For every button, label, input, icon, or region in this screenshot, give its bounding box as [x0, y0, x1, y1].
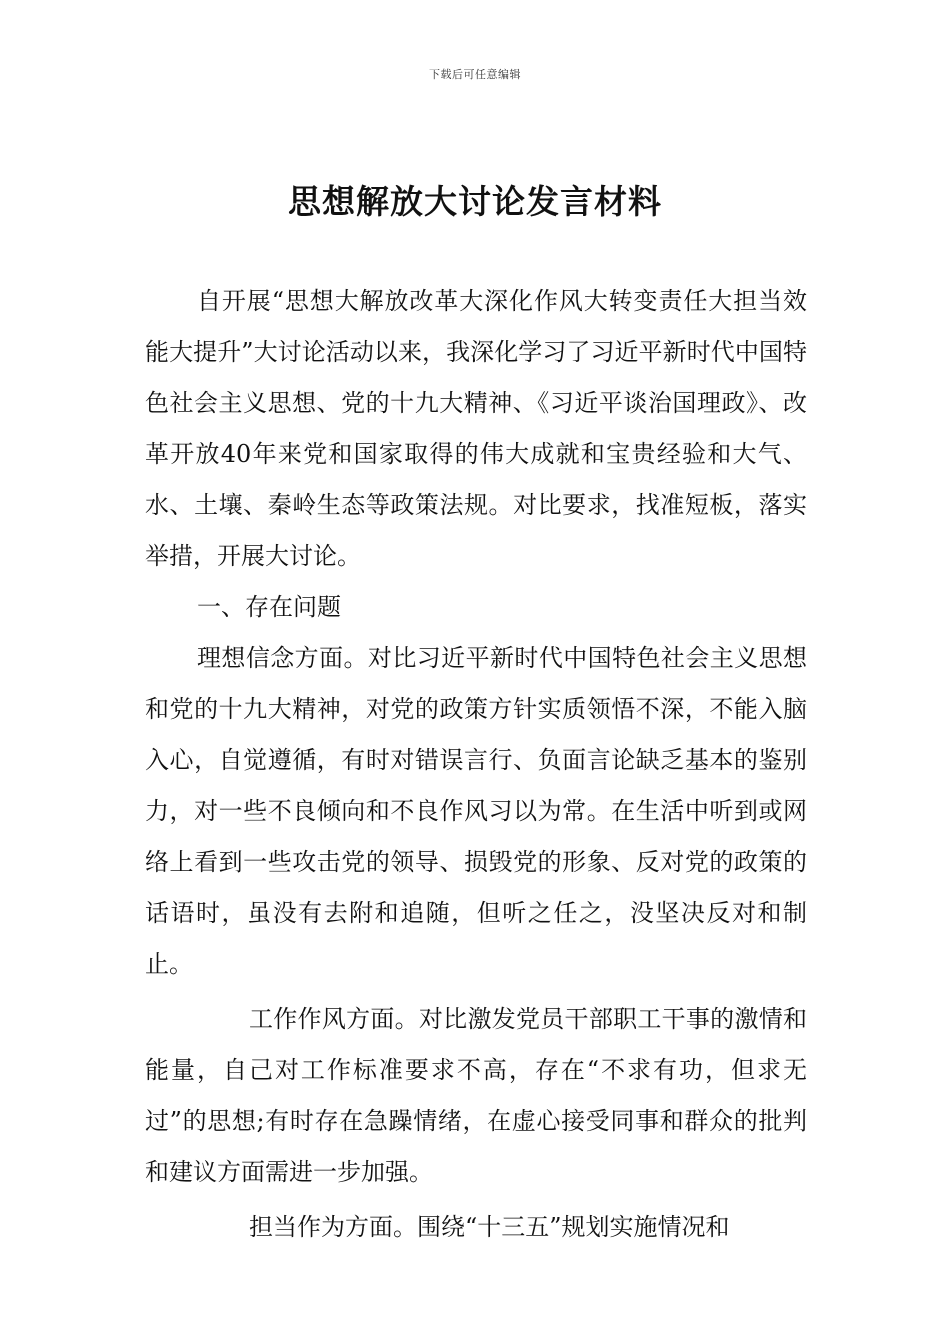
paragraph-work-style: 工作作风方面。对比激发党员干部职工干事的激情和能量，自己对工作标准要求不高，存在“不求有功，但求无过”的思想;有时存在急躁情绪，在虚心接受同事和群众的批判和建议方面需进一步加强。 — [145, 1005, 807, 1186]
header-note: 下载后可任意编辑 — [429, 68, 521, 81]
intro-paragraph: 自开展“思想大解放改革大深化作风大转变责任大担当效能大提升”大讨论活动以来，我深化学习了习近平新时代中国特色社会主义思想、党的十九大精神、《习近平谈治国理政》、改革开放40年来党和国家取得的伟大成就和宝贵经验和大气、水、土壤、秦岭生态等政策法规。对比要求，找准短板，落实举措，开展大讨论。 — [145, 287, 807, 570]
paragraph-responsibility: 担当作为方面。围绕“十三五”规划实施情况和 — [249, 1213, 730, 1241]
document-body — [145, 276, 807, 1253]
section-heading-problems: 一、存在问题 — [197, 593, 341, 621]
document-title: 思想解放大讨论发言材料 — [288, 182, 662, 221]
paragraph-ideals-beliefs: 理想信念方面。对比习近平新时代中国特色社会主义思想和党的十九大精神，对党的政策方针实质领悟不深，不能入脑入心，自觉遵循，有时对错误言行、负面言论缺乏基本的鉴别力，对一些不良倾向和不良作风习以为常。在生活中听到或网络上看到一些攻击党的领导、损毁党的形象、反对党的政策的话语时，虽没有去附和追随，但听之任之，没坚决反对和制止。 — [145, 644, 807, 978]
